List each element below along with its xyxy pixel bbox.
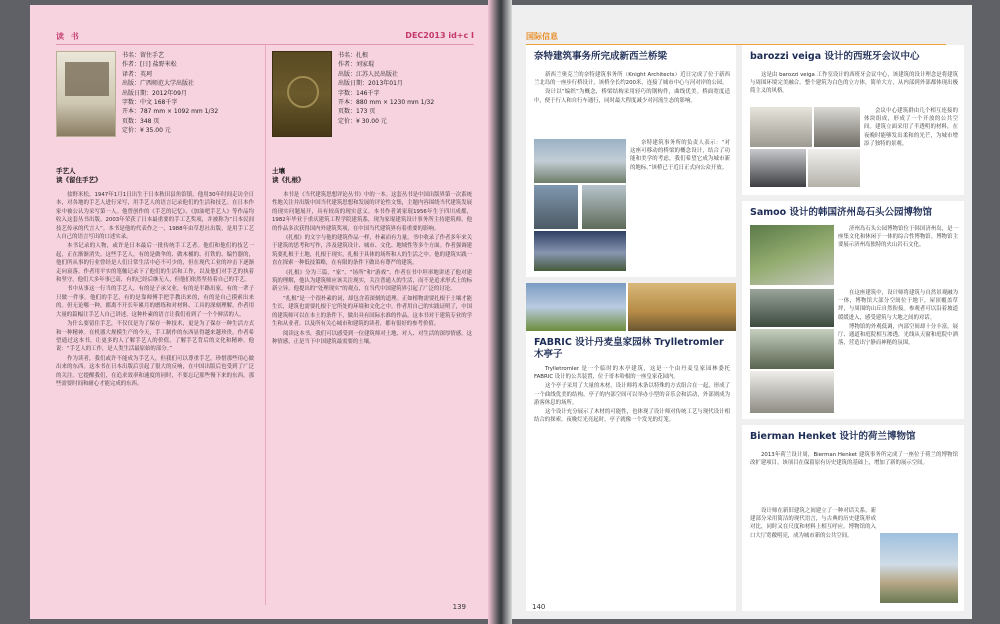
bridge-photo — [534, 231, 626, 271]
book2-info-line: 定价：¥ 30.00 元 — [338, 117, 387, 125]
conference-center-photo — [814, 107, 860, 147]
article-body: 这是由 barozzi veiga 工作室设计的西班牙会议中心，该建筑的设计理念是将建筑与周围环境完美融合。整个建筑为白色的立方体，简单大方，从内部到外部都体现出极简主义的风格。 — [750, 72, 958, 95]
book2-info-line: 开本：880 mm × 1230 mm 1/32 — [338, 99, 435, 107]
article-body-continued: 在这座建筑中，设计师将建筑与自然景观融为一体，博物馆大部分空间位于地下，屋顶覆盖草坪，与周围的山丘自然衔接。参观者可以沿着坡道缓缓进入，感受建筑与大地之间的对话。 博物馆的外观低调，内部空间却十分丰富，展厅、通道和庭院相互渗透，光线从天窗和庭院中洒落，营造出宁静而神秘的氛围。 — [838, 290, 958, 347]
page-number: 140 — [532, 603, 546, 611]
book1-info-line: 书名：留住手艺 — [122, 52, 165, 59]
paragraph: 盐野米松，1947年1月1日出生于日本秋田县角馆镇。他用30年时间走访全日本，对各地的手艺人进行采写，用手艺人的语言记录他们的生活和技艺。在日本作家中被公认为采写第一人。他曾创作的《手艺的记忆》、《加油吧手艺人》等作品均收入这套丛书出版。2003年荣获了日本最重要的手工艺奖项，并被称为“日本民间技艺传承的代言人”。本书是他的代表作之一，1988年由草思社出版，是用手工艺人自己的语言写出的口述实录。 — [56, 192, 254, 241]
book2-info-line: 字数：146千字 — [338, 89, 380, 97]
article-barozzi-veiga — [742, 45, 964, 195]
book2-info-line: 页数：173 页 — [338, 108, 376, 116]
paragraph: 本书是《当代建筑思想评论丛书》中的一本。这套丛书是中国出版界第一次系统性地关注并出版中国当代建筑思想和发展的评论性文集，主题内容围绕当代建筑发展的现实问题展开，具有较高的现实意义。本书作者刘家琨1956年生于四川成都，1982年毕业于重庆建筑工程学院建筑系，现为家琨建筑设计事务所主持建筑师。他的作品多次获得国内外建筑奖项，在中国当代建筑界有着重要的影响。 — [272, 192, 472, 232]
article-body-continued: 会议中心建筑群由几个相互连接的体块组成，形成了一个开放的公共空间。建筑立面采用了半透明的材料，在夜晚时能够发出柔和的光芒，为城市增添了独特的景观。 — [864, 108, 958, 147]
article-samoo-jeju — [742, 201, 964, 419]
book2-review-body — [272, 191, 472, 611]
book1-info-line: 译者：英珂 — [122, 70, 153, 78]
article-body: 济州岛石头公园博物馆位于韩国济州岛，是一座集文化和休闲于一体的综合性博物馆。博物馆主要展示济州岛独特的火山岩石文化。 — [838, 226, 958, 249]
book1-info-line: 定价：¥ 35.00 元 — [122, 127, 171, 135]
article-title: 奈特建筑事务所完成新西兰桥梁 — [534, 51, 668, 62]
article-title: barozzi veiga 设计的西班牙会议中心 — [750, 51, 920, 62]
book-gutter — [488, 0, 512, 624]
book1-info-line: 作者：[日] 盐野米松 — [122, 61, 177, 69]
museum-photo — [750, 329, 834, 369]
museum-building-photo — [880, 533, 958, 603]
paragraph: “扎根”是一个很朴素的词，却包含着深刻的道理。正如植物需要扎根于土壤才能生长，建筑也需要扎根于它所处的环境和文化之中。作者用自己的实践证明了，中国的建筑师可以在本土的条件下，做出具有国际水准的作品。这本书对于建筑专业的学生和从业者，以及所有关心城市和建筑的读者，都有很好的参考价值。 — [272, 295, 472, 328]
book1-info-line: 出版日期：2012年09月 — [122, 89, 187, 97]
book1-info-line: 字数：中文 168千字 — [122, 99, 178, 107]
book2-info-line: 出版：江苏人民出版社 — [338, 70, 399, 78]
page-number: 139 — [452, 603, 466, 611]
museum-photo — [750, 371, 834, 413]
paragraph: 作为读者，我们或许不能成为手艺人，但我们可以尊重手艺，珍惜那些用心做出来的东西。这本书在日本出版后引起了很大的反响，在中国出版后也受到了广泛的关注。它提醒我们，在追求效率和速度的同时，不要忘记那些慢下来的东西，那些需要时间和耐心才能完成的东西。 — [56, 355, 254, 387]
section-label: 国际信息 — [526, 32, 558, 41]
pavilion-photo — [628, 283, 736, 331]
book1-info-line: 页数：348 页 — [122, 117, 160, 125]
book2-review-title: 土壤 读《扎根》 — [272, 167, 305, 184]
right-page-header — [526, 31, 946, 45]
conference-center-photo — [750, 149, 806, 187]
paragraph: 《扎根》的文字与他的建筑作品一样，朴素而有力量。书中收录了作者多年来关于建筑的思考和写作，涉及建筑设计、城市、文化、地域性等多个方面。作者强调建筑要扎根于土地，扎根于现实，扎根于具体的场所和人的生活之中。他的建筑实践一直在探索一种低技策略，在有限的条件下做出有尊严的建筑。 — [272, 235, 472, 267]
article-body-continued: 设计师在新旧建筑之间建立了一种对话关系，新建部分采用简洁的现代语言，与古典的历史建筑形成对比，同时又在尺度和材料上相互呼应。博物馆的入口大厅宽敞明亮，成为城市新的公共空间。 — [750, 508, 876, 539]
article-title: FABRIC 设计丹麦皇家园林 Trylletromler 木亭子 — [534, 337, 724, 360]
article-body: 2013年荷兰设计周，Bierman Henket 建筑事务所完成了一座位于荷兰的博物馆改扩建项目。该项目在保留原有历史建筑的基础上，增加了新的展示空间。 — [750, 452, 958, 467]
issue-label: DEC2013 id+c I — [405, 31, 474, 40]
museum-photo — [750, 225, 834, 285]
paragraph: 阅读这本书，我们可以感受到一位建筑师对土地、对人、对生活的深厚情感。这种情感，正是当下中国建筑最需要的土壤。 — [272, 330, 472, 345]
left-page — [30, 5, 488, 619]
article-body: 新西兰奥克兰的奈特建筑事务所（Knight Architects）近日完成了位于新西兰北岛的一座步行桥设计，该桥全长约200米，连接了城市中心与河对岸的公园。 设计以“编织”为概念，桥梁结构采用轻巧的钢构件，曲线优美。桥面宽度适中，便于行人和自行车通行，同时最大程度减少对河流生态的影响。 — [534, 72, 730, 104]
section-label: 读 书 — [56, 32, 81, 41]
book1-info — [122, 51, 252, 136]
bridge-photo — [534, 139, 626, 183]
paragraph: 本书记录的人物，或许是日本最后一批传统手工艺者。他们和他们的技艺一起，正在渐渐消失。这些手艺人，有的是做伞的、做木桶的、打铁的、编竹器的，他们所从事的行业曾经是人们日常生活中必不可少的，但在现代工业的冲击下逐渐走向衰落。作者用平实的笔触记录下了他们的生活和工作，以及他们对手艺的执着和坚守。他们大多年事已高，有的已经后继无人，但他们依然坚持着自己的手艺。 — [56, 243, 254, 284]
paragraph: 为什么要留住手艺，不仅仅是为了保存一种技术，更是为了保存一种生活方式和一种精神。在机器大规模生产的今天，手工制作的东西显得越来越珍贵。作者希望通过这本书，让更多的人了解手艺人的价值，了解手艺背后的文化和精神。他说：“手艺人的工作，是人类生活最原始的部分。” — [56, 321, 254, 353]
pavilion-photo — [526, 283, 626, 331]
book1-info-line: 出版：广西师范大学出版社 — [122, 80, 195, 88]
museum-photo — [750, 289, 834, 327]
article-bierman-henket — [742, 425, 964, 611]
conference-center-photo — [808, 149, 860, 187]
article-title: Bierman Henket 设计的荷兰博物馆 — [750, 431, 916, 442]
book1-cover-image — [56, 51, 116, 137]
article-knight-bridge — [526, 45, 736, 277]
article-body: Trylletromler 是一个临时的木亭建筑，这是一个由丹麦皇家园林委托 FABRIC 设计的公共装置，位于哥本哈根的一座皇家花园内。 这个亭子采用了大量的木材，设计师将木条以特殊的方式组合在一起，形成了一个曲线优美的结构。亭子的内部空间可以举办小型的音乐会和活动，外部则成为游客休息的场所。 这个设计充分展示了木材的可能性，也体现了设计师对传统工艺与现代设计相结合的探索。夜晚灯光亮起时，亭子就像一个发光的灯笼。 — [534, 366, 730, 424]
book2-info-line: 书名：扎根 — [338, 52, 369, 59]
article-title: Samoo 设计的韩国济州岛石头公园博物馆 — [750, 207, 933, 218]
right-page — [512, 5, 972, 619]
book1-info-line: 开本：787 mm × 1092 mm 1/32 — [122, 108, 219, 116]
article-body-continued: 奈特建筑事务所的负责人表示：“对这座可移动的桥梁的概念设计，结合了功能和美学的考虑，我们希望它成为城市新的地标。”该桥已于近日正式向公众开放。 — [630, 140, 730, 171]
book2-info-line: 作者：刘家琨 — [338, 61, 375, 69]
book2-cover-image — [272, 51, 332, 137]
column-divider — [265, 45, 266, 605]
paragraph: 书中从事这一行当的手艺人，有的是子承父业，有的是半路出家，有的一辈子只做一件事。他们的手艺，有的是靠师傅手把手教出来的，有的是自己摸索出来的。但无论哪一种，都离不开长年累月的磨练和对材料、工具的深刻理解。作者用大量的篇幅让手艺人自己讲述，这种朴素的语言让我们看到了一个个鲜活的人。 — [56, 286, 254, 318]
book1-review-body — [56, 191, 254, 611]
article-fabric-pavilion — [526, 283, 736, 611]
left-page-header — [56, 31, 474, 45]
book2-info — [338, 51, 468, 126]
conference-center-photo — [750, 107, 812, 147]
book1-review-title: 手艺人 读《留住手艺》 — [56, 167, 102, 184]
bridge-photo — [582, 185, 626, 229]
paragraph: 《扎根》分为三篇，“家”、“场所”和“游戏”。作者在书中坦率地讲述了他对建筑的理解，他认为建筑师应该关注现实，关注普通人的生活，而不是追求形式上的标新立异。他提出的“处理现实”的观点，在当代中国建筑界引起了广泛的讨论。 — [272, 269, 472, 293]
book2-info-line: 出版日期：2013年01月 — [338, 80, 403, 88]
bridge-photo — [534, 185, 578, 229]
